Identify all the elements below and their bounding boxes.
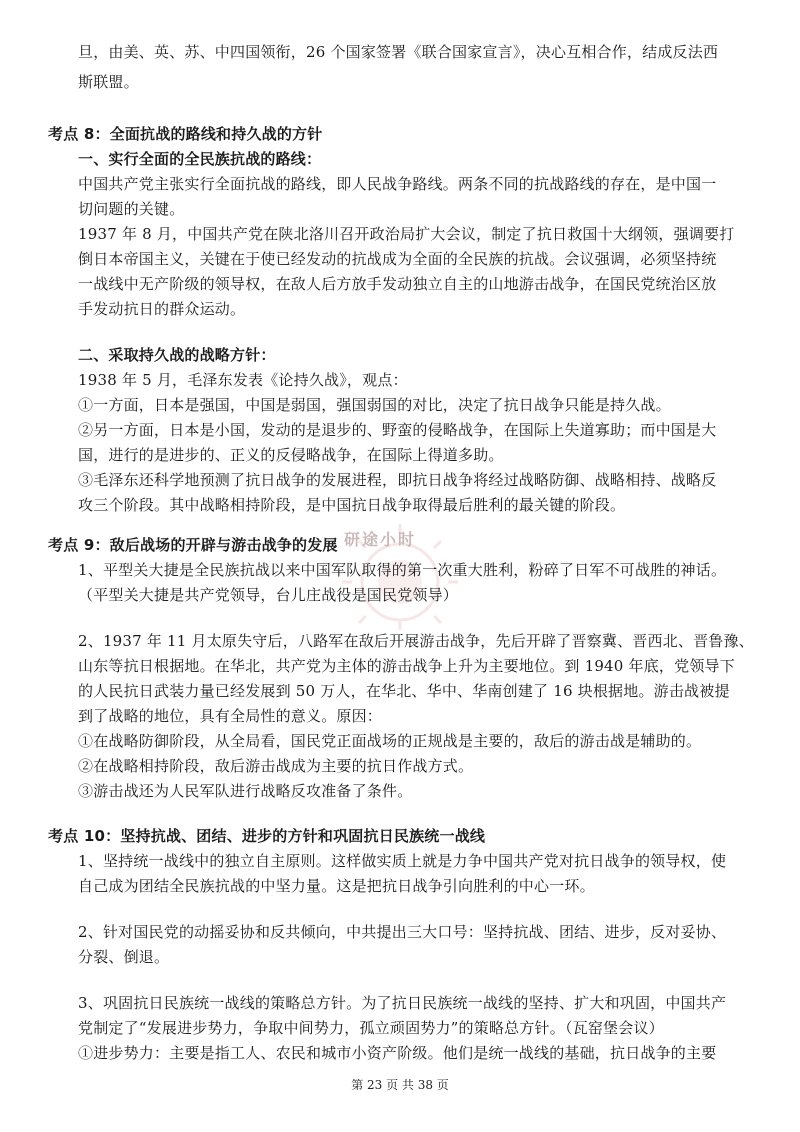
paragraph-line: 的人民抗日武装力量已经发展到 50 万人，在华北、华中、华南创建了 16 块根据地。游击战被提	[78, 682, 730, 700]
subsection-heading: 二、采取持久战的战略方针：	[78, 346, 276, 364]
paragraph-line: ①一方面，日本是强国，中国是弱国，强国弱国的对比，决定了抗日战争只能是持久战。	[78, 396, 671, 414]
page-number-footer: 第 23 页 共 38 页	[351, 1078, 449, 1092]
intro-line: 旦，由美、英、苏、中四国领衔，26 个国家签署《联合国家宣言》，决心互相合作，结成反法西	[78, 43, 719, 61]
paragraph-line: （平型关大捷是共产党领导，台儿庄战役是国民党领导）	[78, 586, 459, 604]
paragraph-line: ③毛泽东还科学地预测了抗日战争的发展进程，即抗日战争将经过战略防御、战略相持、战略反	[78, 471, 717, 489]
paragraph-line: 1937 年 8 月，中国共产党在陕北洛川召开政治局扩大会议，制定了抗日救国十大纲领，强调要打	[78, 225, 735, 243]
section-heading: 考点 9：敌后战场的开辟与游击战争的发展	[48, 536, 338, 554]
paragraph-line: 中国共产党主张实行全面抗战的路线，即人民战争路线。两条不同的抗战路线的存在，是中国一	[78, 175, 717, 193]
paragraph-line: ①进步势力：主要是指工人、农民和城市小资产阶级。他们是统一战线的基础，抗日战争的主要	[78, 1044, 717, 1062]
paragraph-line: 国，进行的是进步的、正义的反侵略战争，在国际上得道多助。	[78, 446, 504, 464]
paragraph-line: 倒日本帝国主义，关键在于使已经发动的抗战成为全面的全民族的抗战。会议强调，必须坚持统	[78, 250, 717, 268]
paragraph-line: 3、巩固抗日民族统一战线的策略总方针。为了抗日民族统一战线的坚持、扩大和巩固，中国共产	[78, 994, 727, 1012]
paragraph-line: 分裂、倒退。	[78, 948, 170, 966]
paragraph-line: 1938 年 5 月，毛泽东发表《论持久战》，观点：	[78, 371, 408, 389]
paragraph-line: ①在战略防御阶段，从全局看，国民党正面战场的正规战是主要的，敌后的游击战是辅助的。	[78, 732, 702, 750]
paragraph-line: 自己成为团结全民族抗战的中坚力量。这是把抗日战争引向胜利的中心一环。	[78, 877, 595, 895]
intro-line: 斯联盟。	[78, 73, 139, 91]
paragraph-line: 到了战略的地位，具有全局性的意义。原因：	[78, 707, 383, 725]
paragraph-line: ③游击战还为人民军队进行战略反攻准备了条件。	[78, 782, 413, 800]
paragraph-line: ②在战略相持阶段，敌后游击战成为主要的抗日作战方式。	[78, 757, 474, 775]
paragraph-line: 切问题的关键。	[78, 200, 185, 218]
paragraph-line: 攻三个阶段。其中战略相持阶段，是中国抗日战争取得最后胜利的最关键的阶段。	[78, 496, 626, 514]
paragraph-line: 2、针对国民党的动摇妥协和反共倾向，中共提出三大口号：坚持抗战、团结、进步，反对妥协、	[78, 923, 727, 941]
subsection-heading: 一、实行全面的全民族抗战的路线：	[78, 150, 322, 168]
paragraph-line: 山东等抗日根据地。在华北，共产党为主体的游击战争上升为主要地位。到 1940 年底，党领导下	[78, 657, 735, 675]
paragraph-line: 1、坚持统一战线中的独立自主原则。这样做实质上就是力争中国共产党对抗日战争的领导权，使	[78, 852, 727, 870]
paragraph-line: 一战线中无产阶级的领导权，在敌人后方放手发动独立自主的山地游击战争，在国民党统治区放	[78, 275, 717, 293]
paragraph-line: 1、平型关大捷是全民族抗战以来中国军队取得的第一次重大胜利，粉碎了日军不可战胜的神话。	[78, 561, 727, 579]
paragraph-line: 手发动抗日的群众运动。	[78, 300, 246, 318]
section-heading: 考点 10：坚持抗战、团结、进步的方针和巩固抗日民族统一战线	[48, 827, 486, 845]
paragraph-line: 2、1937 年 11 月太原失守后，八路军在敌后开展游击战争，先后开辟了晋察冀、晋西北、晋鲁豫、	[78, 632, 754, 650]
watermark-text: 研途小时	[344, 530, 417, 549]
paragraph-line: 党制定了“发展进步势力，争取中间势力，孤立顽固势力”的策略总方针。（瓦窑堡会议）	[78, 1019, 664, 1037]
paragraph-line: ②另一方面，日本是小国，发动的是退步的、野蛮的侵略战争，在国际上失道寡助；而中国是大	[78, 421, 717, 439]
section-heading: 考点 8：全面抗战的路线和持久战的方针	[48, 125, 323, 143]
